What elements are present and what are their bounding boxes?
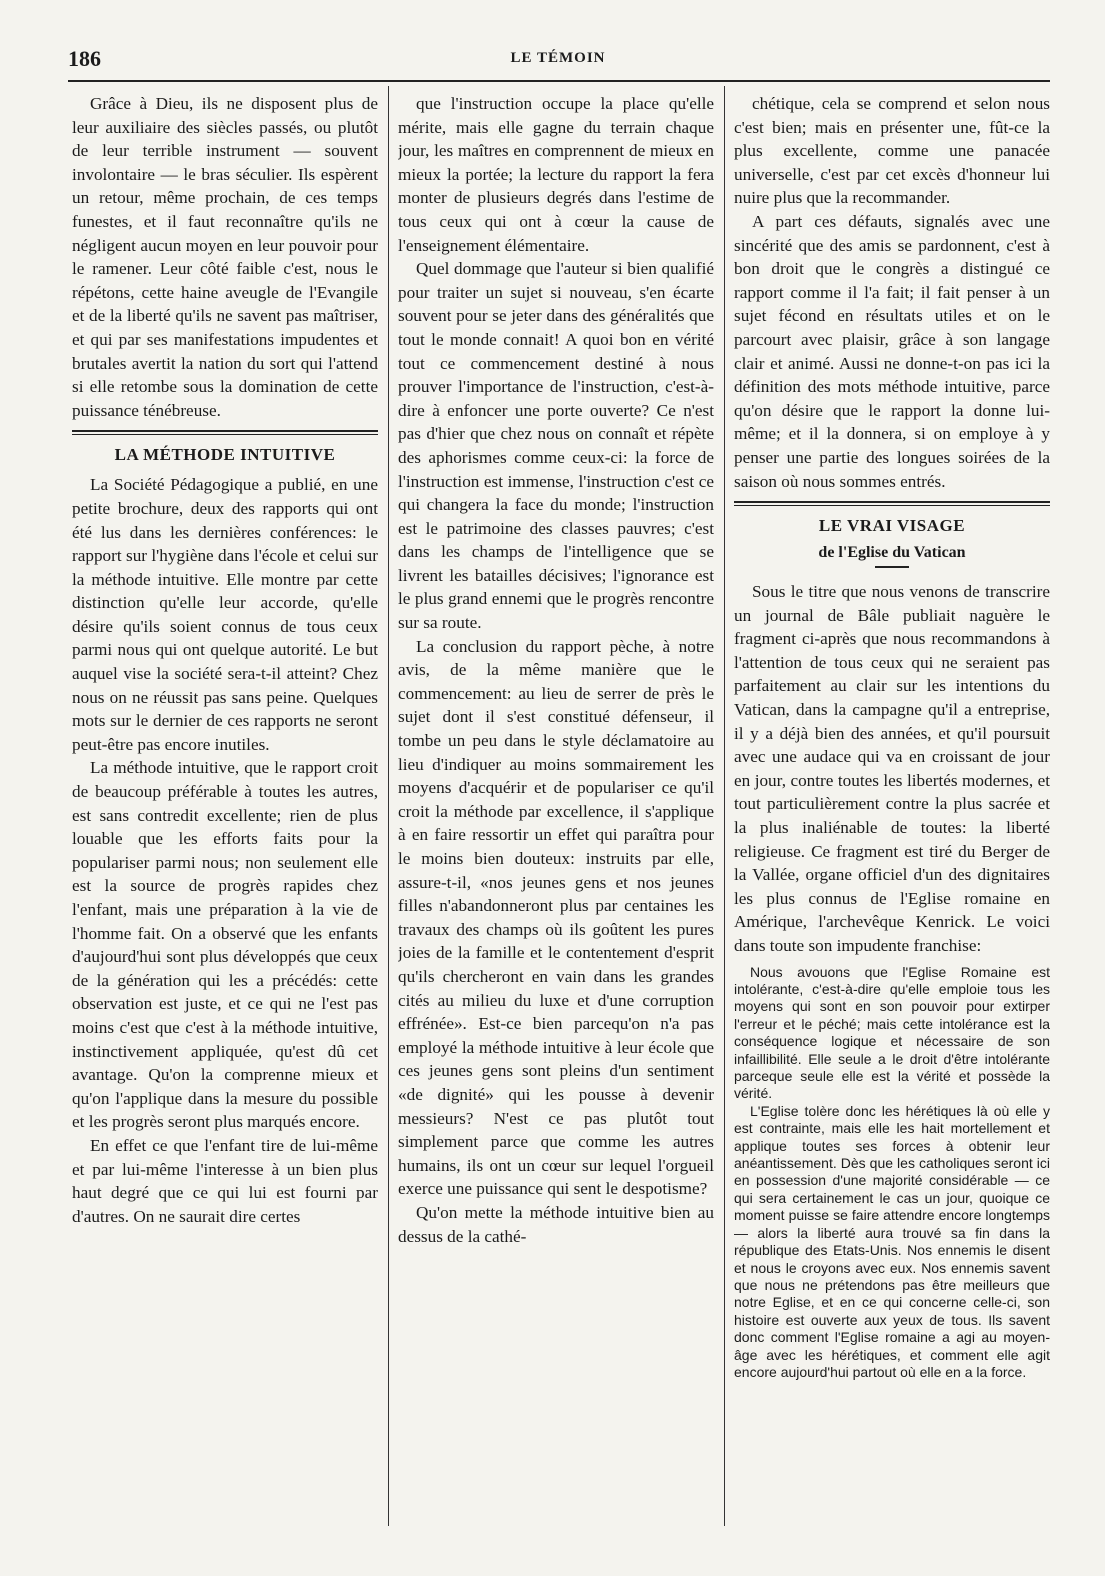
page-header — [68, 46, 1048, 76]
column-2 — [398, 92, 714, 1522]
section-subtitle: de l'Eglise du Vatican — [818, 544, 966, 562]
paragraph: Qu'on mette la méthode intuitive bien au dessus de la cathé- — [398, 1202, 714, 1246]
paragraph: La Société Pédagogique a publié, en une petite brochure, deux des rapports qui ont été lus dans les dernières conférences: le rapport sur l'hygiène dans l'école et celui sur la méthode intuitive. Elle montre par cette distinction qu'elle leur accorde, qu'elle désire qu'ils soient connus de tous ceux parmi nous qui ont quelque autorité. Le but auquel vise la société sera-t-il atteint? Chez nous on ne réussit pas sans peine. Quelques mots sur le dernier de ces rapports ne seront peut-être pas encore inutiles. — [72, 475, 378, 754]
section-title: LE VRAI VISAGE — [818, 516, 966, 536]
paragraph: En effet ce que l'enfant tire de lui-même et par lui-même l'interesse à un bien plus haut degré que ce qui lui est fourni par d'autres. On ne saurait dire certes — [72, 1135, 378, 1226]
quoted-paragraph: L'Eglise tolère donc les hérétiques là où elle y est contrainte, mais elle les hait mortellement et applique toutes ses forces à obtenir leur anéantissement. Dès que les catholiques seront ici en possession d'une majorité considérable — ce qui sera certainement le cas un jour, quoique ce moment puisse se faire attendre encore longtemps — alors la liberté aura trouvé sa fin dans la république des Etats-Unis. Nos ennemis le disent et nous le croyons avec eux. Nos ennemis savent que nous ne prétendons pas être meilleurs que notre Eglise, et en ce qui concerne celle-ci, son histoire est ouverte aux yeux de tous. Ils savent donc comment l'Eglise romaine a agi au moyen-âge avec les hérétiques, et comment elle agit encore aujourd'hui partout où elle en a la force. — [734, 1102, 1050, 1380]
paragraph: Sous le titre que nous venons de transcrire un journal de Bâle publiait naguère le fragment ci-après que nous recommandons à l'attention de tous ceux qui ne seraient pas parfaitement au clair sur les intentions du Vatican, dans la campagne qu'il a entreprise, il y a déjà bien des années, et qu'il poursuit avec une audace qui va en croissant de jour en jour, contre toutes les libertés modernes, et tout particulièrement contre la plus sacrée et la plus inaliénable de toutes: la liberté religieuse. Ce fragment est tiré du Berger de la Vallée, organe officiel d'un des dignitaires les plus connus de l'Eglise romaine en Amérique, l'archevêque Kenrick. Le voici dans toute son impudente franchise: — [734, 582, 1050, 955]
quoted-paragraph: Nous avouons que l'Eglise Romaine est intolérante, c'est-à-dire qu'elle emploie tous les moyens qui sont en son pouvoir pour extirper l'erreur et le péché; mais cette intolérance est la conséquence logique et nécessaire de son infaillibilité. Elle seule a le droit d'être intolérante parceque seule elle est la vérité et possède la vérité. — [734, 963, 1050, 1102]
section-title: LA MÉTHODE INTUITIVE — [114, 445, 336, 465]
title-dash — [875, 566, 909, 568]
quotation-block — [734, 964, 1050, 1382]
paragraph: que l'instruction occupe la place qu'elle mérite, mais elle gagne du terrain chaque jour, les maîtres en comprennent de mieux en mieux la portée; la lecture du rapport la fera monter de plusieurs degrés dans l'estime de tous ceux qui ont à cœur la cause de l'enseignement élémentaire. — [398, 94, 714, 255]
section-divider — [734, 501, 1050, 506]
paragraph: Quel dommage que l'auteur si bien qualifié pour traiter un sujet si nouveau, s'en écarte souvent pour se jeter dans des généralités que tout le monde connait! A quoi bon en vérité tout ce commencement destiné à nous prouver l'importance de l'instruction, c'est-à-dire à enfoncer une porte ouverte? Ce n'est pas d'hier que chez nous on connaît et répète des aphorismes comme ceux-ci: la force de l'instruction est immense, l'instruction c'est ce qui changera la face du monde; l'instruction est le patrimoine des classes pauvres; c'est dans les champs de l'intelligence que se livrent les batailles décisives; l'ignorance est le plus grand ennemi que le progrès rencontre sur sa route. — [398, 259, 714, 633]
section-divider — [72, 430, 378, 435]
column-3 — [734, 92, 1050, 1522]
header-rule — [68, 80, 1050, 82]
paragraph: La conclusion du rapport pèche, à notre avis, de la même manière que le commencement: au lieu de serrer de près le sujet dont il s'est constitué défenseur, il tombe un peu dans le style déclamatoire au lieu d'indiquer au moins sommairement les moyens d'acquérir et de populariser ce qu'il croit la méthode par excellence, il s'applique à en faire ressortir un effet qui paraîtra pour le moins bien douteux: instruits par elle, assure-t-il, «nos jeunes gens et nos jeunes filles n'abandonneront plus par centaines les travaux des champs où ils goûtent les pures joies de la famille et le contentement d'esprit qu'ils chercheront en vain dans les grandes cités au milieu du luxe et d'une corruption effrénée». Est-ce bien parcequ'on n'a pas employé la méthode intuitive à leur école que ces jeunes gens sont pleins d'un sentiment «de dignité» qui les pousse à devenir messieurs? N'est ce pas plutôt tout simplement parce que comme les autres humains, ils ont un cœur sur lequel l'orgueil exerce une puissance qui sent le despotisme? — [398, 636, 714, 1199]
paragraph: A part ces défauts, signalés avec une sincérité que des amis se pardonnent, c'est à bon droit que le congrès a distingué ce rapport comme il l'a fait; il fait penser à un sujet fécond en résultats utiles et on le parcourt avec plaisir, grâce à son langage clair et animé. Aussi ne donne-t-on pas ici la définition des mots méthode intuitive, parce qu'on désire que le rapport la donne lui-même; et il la donnera, si on employe à y penser une partie des longues soirées de la saison où nous sommes entrés. — [734, 211, 1050, 491]
page-number: 186 — [68, 46, 101, 71]
paragraph: Grâce à Dieu, ils ne disposent plus de leur auxiliaire des siècles passés, ou plutôt de leur terrible instrument — souvent involontaire — le bras séculier. Ils espèrent un retour, même prochain, de ces temps funestes, et il faut reconnaître qu'ils ne négligent aucun moyen en leur pouvoir pour le ramener. Leur côté faible c'est, nous le répétons, cette haine aveugle de l'Evangile et de la liberté qu'ils ne savent pas maîtriser, et qui par ses manifestations impudentes et brutales avertit la nation du sort qui l'attend si elle retombe sous la domination de cette puissance ténébreuse. — [72, 94, 378, 420]
paragraph: La méthode intuitive, que le rapport croit de beaucoup préférable à toutes les autres, est sans contredit excellente; rien de plus louable que les efforts faits pour la populariser parmi nous; non seulement elle est la source de progrès rapides chez l'enfant, mais une préparation à la vie de l'homme fait. On a observé que les enfants d'aujourd'hui sont plus développés que ceux de la génération qui les a précédés: cette observation est juste, et ce qui ne l'est pas moins c'est que c'est à la méthode intuitive, instinctivement appliquée, qu'est dû cet avantage. Qu'on la comprenne mieux et qu'on l'applique dans la mesure du possible et les progrès seront plus marqués encore. — [72, 758, 378, 1132]
paragraph: chétique, cela se comprend et selon nous c'est bien; mais en présenter une, fût-ce la plus excellente, comme une panacée universelle, c'est par cet excès d'honneur lui nuire plus que la recommander. — [734, 94, 1050, 208]
column-divider — [388, 86, 389, 1526]
column-divider — [724, 86, 725, 1526]
journal-title: LE TÉMOIN — [510, 50, 606, 66]
column-1 — [72, 92, 378, 1522]
